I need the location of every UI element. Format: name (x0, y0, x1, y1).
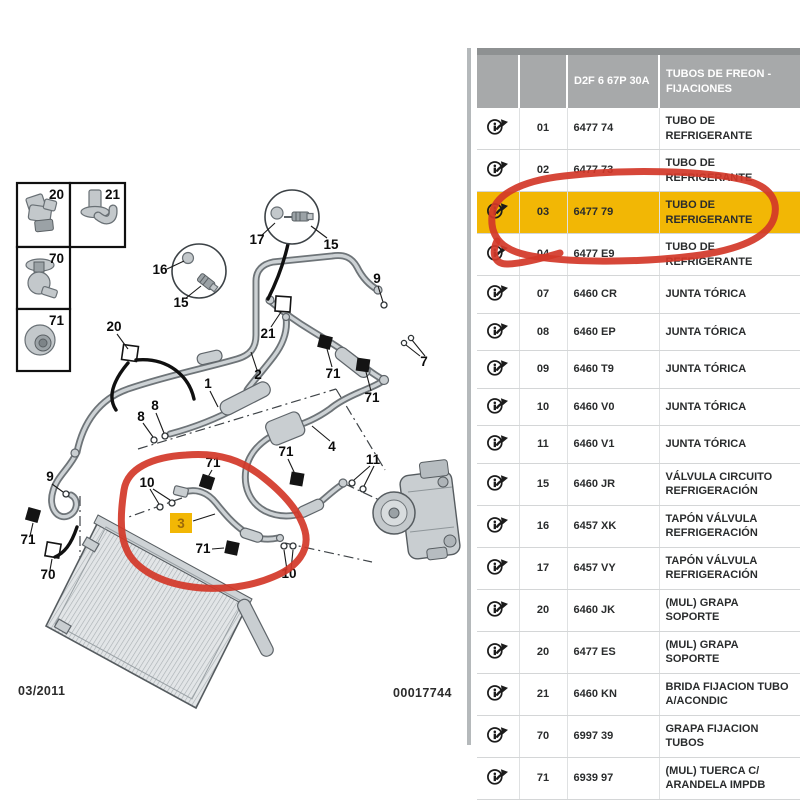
description-cell: TUBO DE REFRIGERANTE (659, 192, 800, 234)
diagram-callout-label: 71 (364, 390, 380, 405)
detail-circle-17-15 (265, 190, 319, 244)
pane-divider (467, 48, 471, 745)
item-number-cell: 11 (519, 426, 567, 464)
description-cell: TAPÓN VÁLVULA REFRIGERACIÓN (659, 505, 800, 547)
item-number-cell: 09 (519, 351, 567, 389)
callout-leader-line (143, 423, 153, 437)
header-icon-col (477, 52, 519, 109)
diagram-callout-label: 16 (152, 262, 168, 277)
callout-leader-line (327, 349, 332, 367)
inset-box-label: 71 (48, 313, 64, 328)
info-link-icon[interactable] (486, 116, 510, 136)
inset-box-label: 21 (104, 187, 120, 202)
item-number-cell: 20 (519, 631, 567, 673)
refrigerant-pipes (52, 255, 384, 539)
diagram-reference-number: 00017744 (393, 686, 452, 700)
diagram-callout-label: 8 (151, 398, 159, 413)
table-row[interactable] (477, 313, 800, 351)
description-cell: (MUL) GRAPA SOPORTE (659, 631, 800, 673)
part-number-cell: 6460 EP (567, 313, 659, 351)
part-number-cell: 6460 CR (567, 276, 659, 314)
item-number-cell: 01 (519, 108, 567, 150)
info-link-icon[interactable] (486, 724, 510, 744)
table-row[interactable] (477, 351, 800, 389)
callout-leader-line (156, 413, 164, 433)
description-cell: TUBO DE REFRIGERANTE (659, 234, 800, 276)
part-number-cell: 6477 E9 (567, 234, 659, 276)
description-cell: JUNTA TÓRICA (659, 351, 800, 389)
item-number-cell: 20 (519, 589, 567, 631)
table-row[interactable] (477, 150, 800, 192)
table-row[interactable] (477, 388, 800, 426)
diagram-callout-label: 9 (46, 469, 54, 484)
part-number-cell: 6457 VY (567, 547, 659, 589)
table-row[interactable] (477, 108, 800, 150)
diagram-callout-label: 4 (328, 439, 336, 454)
info-link-icon[interactable] (486, 432, 510, 452)
diagram-callout-label: 7 (420, 354, 428, 369)
part-number-cell: 6477 73 (567, 150, 659, 192)
valve-cap-thumbnail (183, 253, 194, 264)
item-number-cell: 03 (519, 192, 567, 234)
part-number-cell: 6460 KN (567, 673, 659, 715)
info-link-icon[interactable] (486, 640, 510, 660)
description-cell: (MUL) TUERCA C/ ARANDELA IMPDB (659, 757, 800, 799)
diagram-callout-label: 15 (323, 237, 339, 252)
part-number-cell: 6457 XK (567, 505, 659, 547)
diagram-callout-label: 21 (260, 326, 276, 341)
diagram-callout-label: 10 (281, 566, 297, 581)
table-row[interactable] (477, 234, 800, 276)
part-number-cell: 6477 74 (567, 108, 659, 150)
description-cell: JUNTA TÓRICA (659, 313, 800, 351)
table-row[interactable] (477, 505, 800, 547)
part-number-cell: 6997 39 (567, 715, 659, 757)
item-number-cell: 16 (519, 505, 567, 547)
item-number-cell: 02 (519, 150, 567, 192)
valve-cap-thumbnail (271, 207, 283, 219)
part-number-cell: 6460 T9 (567, 351, 659, 389)
table-row[interactable] (477, 463, 800, 505)
callout-leader-line (150, 489, 159, 504)
info-link-icon[interactable] (486, 766, 510, 786)
table-header-row (477, 52, 800, 109)
item-number-cell: 15 (519, 463, 567, 505)
diagram-callout-label: 8 (137, 409, 145, 424)
header-section-title: TUBOS DE FREON - FIJACIONES (659, 52, 800, 109)
info-link-icon[interactable] (486, 357, 510, 377)
part-number-cell: 6477 79 (567, 192, 659, 234)
inset-box-label: 20 (48, 187, 64, 202)
description-cell: TAPÓN VÁLVULA REFRIGERACIÓN (659, 547, 800, 589)
description-cell: BRIDA FIJACION TUBO A/ACONDIC (659, 673, 800, 715)
callout-leader-line (208, 470, 212, 477)
description-cell: VÁLVULA CIRCUITO REFRIGERACIÓN (659, 463, 800, 505)
item-number-cell: 04 (519, 234, 567, 276)
part-number-cell: 6939 97 (567, 757, 659, 799)
compressor (373, 459, 461, 560)
info-link-icon[interactable] (486, 514, 510, 534)
diagram-callout-label: 20 (106, 319, 122, 334)
diagram-callout-label: 17 (249, 232, 265, 247)
info-link-icon[interactable] (486, 682, 510, 702)
diagram-callout-label: 11 (365, 452, 381, 467)
callout-leader-line (212, 548, 224, 549)
table-row[interactable] (477, 192, 800, 234)
info-link-icon[interactable] (486, 200, 510, 220)
callout-leader-line (271, 312, 281, 327)
pipe-3 (184, 491, 278, 539)
callout-leader-line (364, 466, 374, 486)
diagram-callout-label: 70 (40, 567, 56, 582)
header-item-col (519, 52, 567, 109)
header-catalog-code: D2F 6 67P 30A (567, 52, 659, 109)
diagram-callout-label: 71 (325, 366, 341, 381)
part-number-cell: 6460 V1 (567, 426, 659, 464)
item-number-cell: 08 (519, 313, 567, 351)
item-number-cell: 07 (519, 276, 567, 314)
callout-leader-line (193, 514, 215, 521)
info-link-icon[interactable] (486, 320, 510, 340)
description-cell: (MUL) GRAPA SOPORTE (659, 589, 800, 631)
part-number-cell: 6460 JK (567, 589, 659, 631)
tuerca-arandela-thumbnail (25, 325, 55, 355)
table-row[interactable] (477, 631, 800, 673)
inset-part-boxes (17, 183, 125, 371)
description-cell: TUBO DE REFRIGERANTE (659, 150, 800, 192)
parts-table-pane (477, 48, 800, 800)
diagram-callout-label: 71 (195, 541, 211, 556)
table-row[interactable] (477, 673, 800, 715)
description-cell: TUBO DE REFRIGERANTE (659, 108, 800, 150)
diagram-callout-label: 15 (173, 295, 189, 310)
diagram-callout-label: 3 (177, 516, 185, 531)
description-cell: JUNTA TÓRICA (659, 426, 800, 464)
info-link-icon[interactable] (486, 472, 510, 492)
description-cell: JUNTA TÓRICA (659, 276, 800, 314)
item-number-cell: 71 (519, 757, 567, 799)
detail-circle-16-15 (172, 244, 226, 298)
fastener-rings (63, 302, 414, 549)
inset-box-label: 70 (48, 251, 64, 266)
diagram-callout-label: 10 (139, 475, 155, 490)
item-number-cell: 17 (519, 547, 567, 589)
diagram-callout-label: 71 (278, 444, 294, 459)
callout-leader-line (288, 459, 295, 474)
diagram-callout-label: 9 (373, 271, 381, 286)
diagram-callout-label: 71 (205, 455, 221, 470)
info-link-icon[interactable] (486, 556, 510, 576)
item-number-cell: 70 (519, 715, 567, 757)
callout-leader-line (210, 391, 218, 407)
info-link-icon[interactable] (486, 598, 510, 618)
parts-table (477, 48, 800, 800)
description-cell: JUNTA TÓRICA (659, 388, 800, 426)
info-link-icon[interactable] (486, 395, 510, 415)
diagram-callout-label: 1 (204, 376, 212, 391)
item-number-cell: 21 (519, 673, 567, 715)
table-row[interactable] (477, 715, 800, 757)
diagram-callout-label: 71 (20, 532, 36, 547)
info-link-icon[interactable] (486, 158, 510, 178)
part-number-cell: 6460 V0 (567, 388, 659, 426)
description-cell: GRAPA FIJACION TUBOS (659, 715, 800, 757)
table-row[interactable] (477, 426, 800, 464)
pipe-3-inner (184, 491, 278, 539)
part-number-cell: 6460 JR (567, 463, 659, 505)
diagram-callout-label: 2 (254, 367, 262, 382)
info-link-icon[interactable] (486, 242, 510, 262)
table-row[interactable] (477, 276, 800, 314)
item-number-cell: 10 (519, 388, 567, 426)
diagram-date: 03/2011 (18, 684, 66, 698)
part-number-cell: 6477 ES (567, 631, 659, 673)
table-row[interactable] (477, 589, 800, 631)
table-row[interactable] (477, 757, 800, 799)
table-row[interactable] (477, 547, 800, 589)
info-link-icon[interactable] (486, 282, 510, 302)
